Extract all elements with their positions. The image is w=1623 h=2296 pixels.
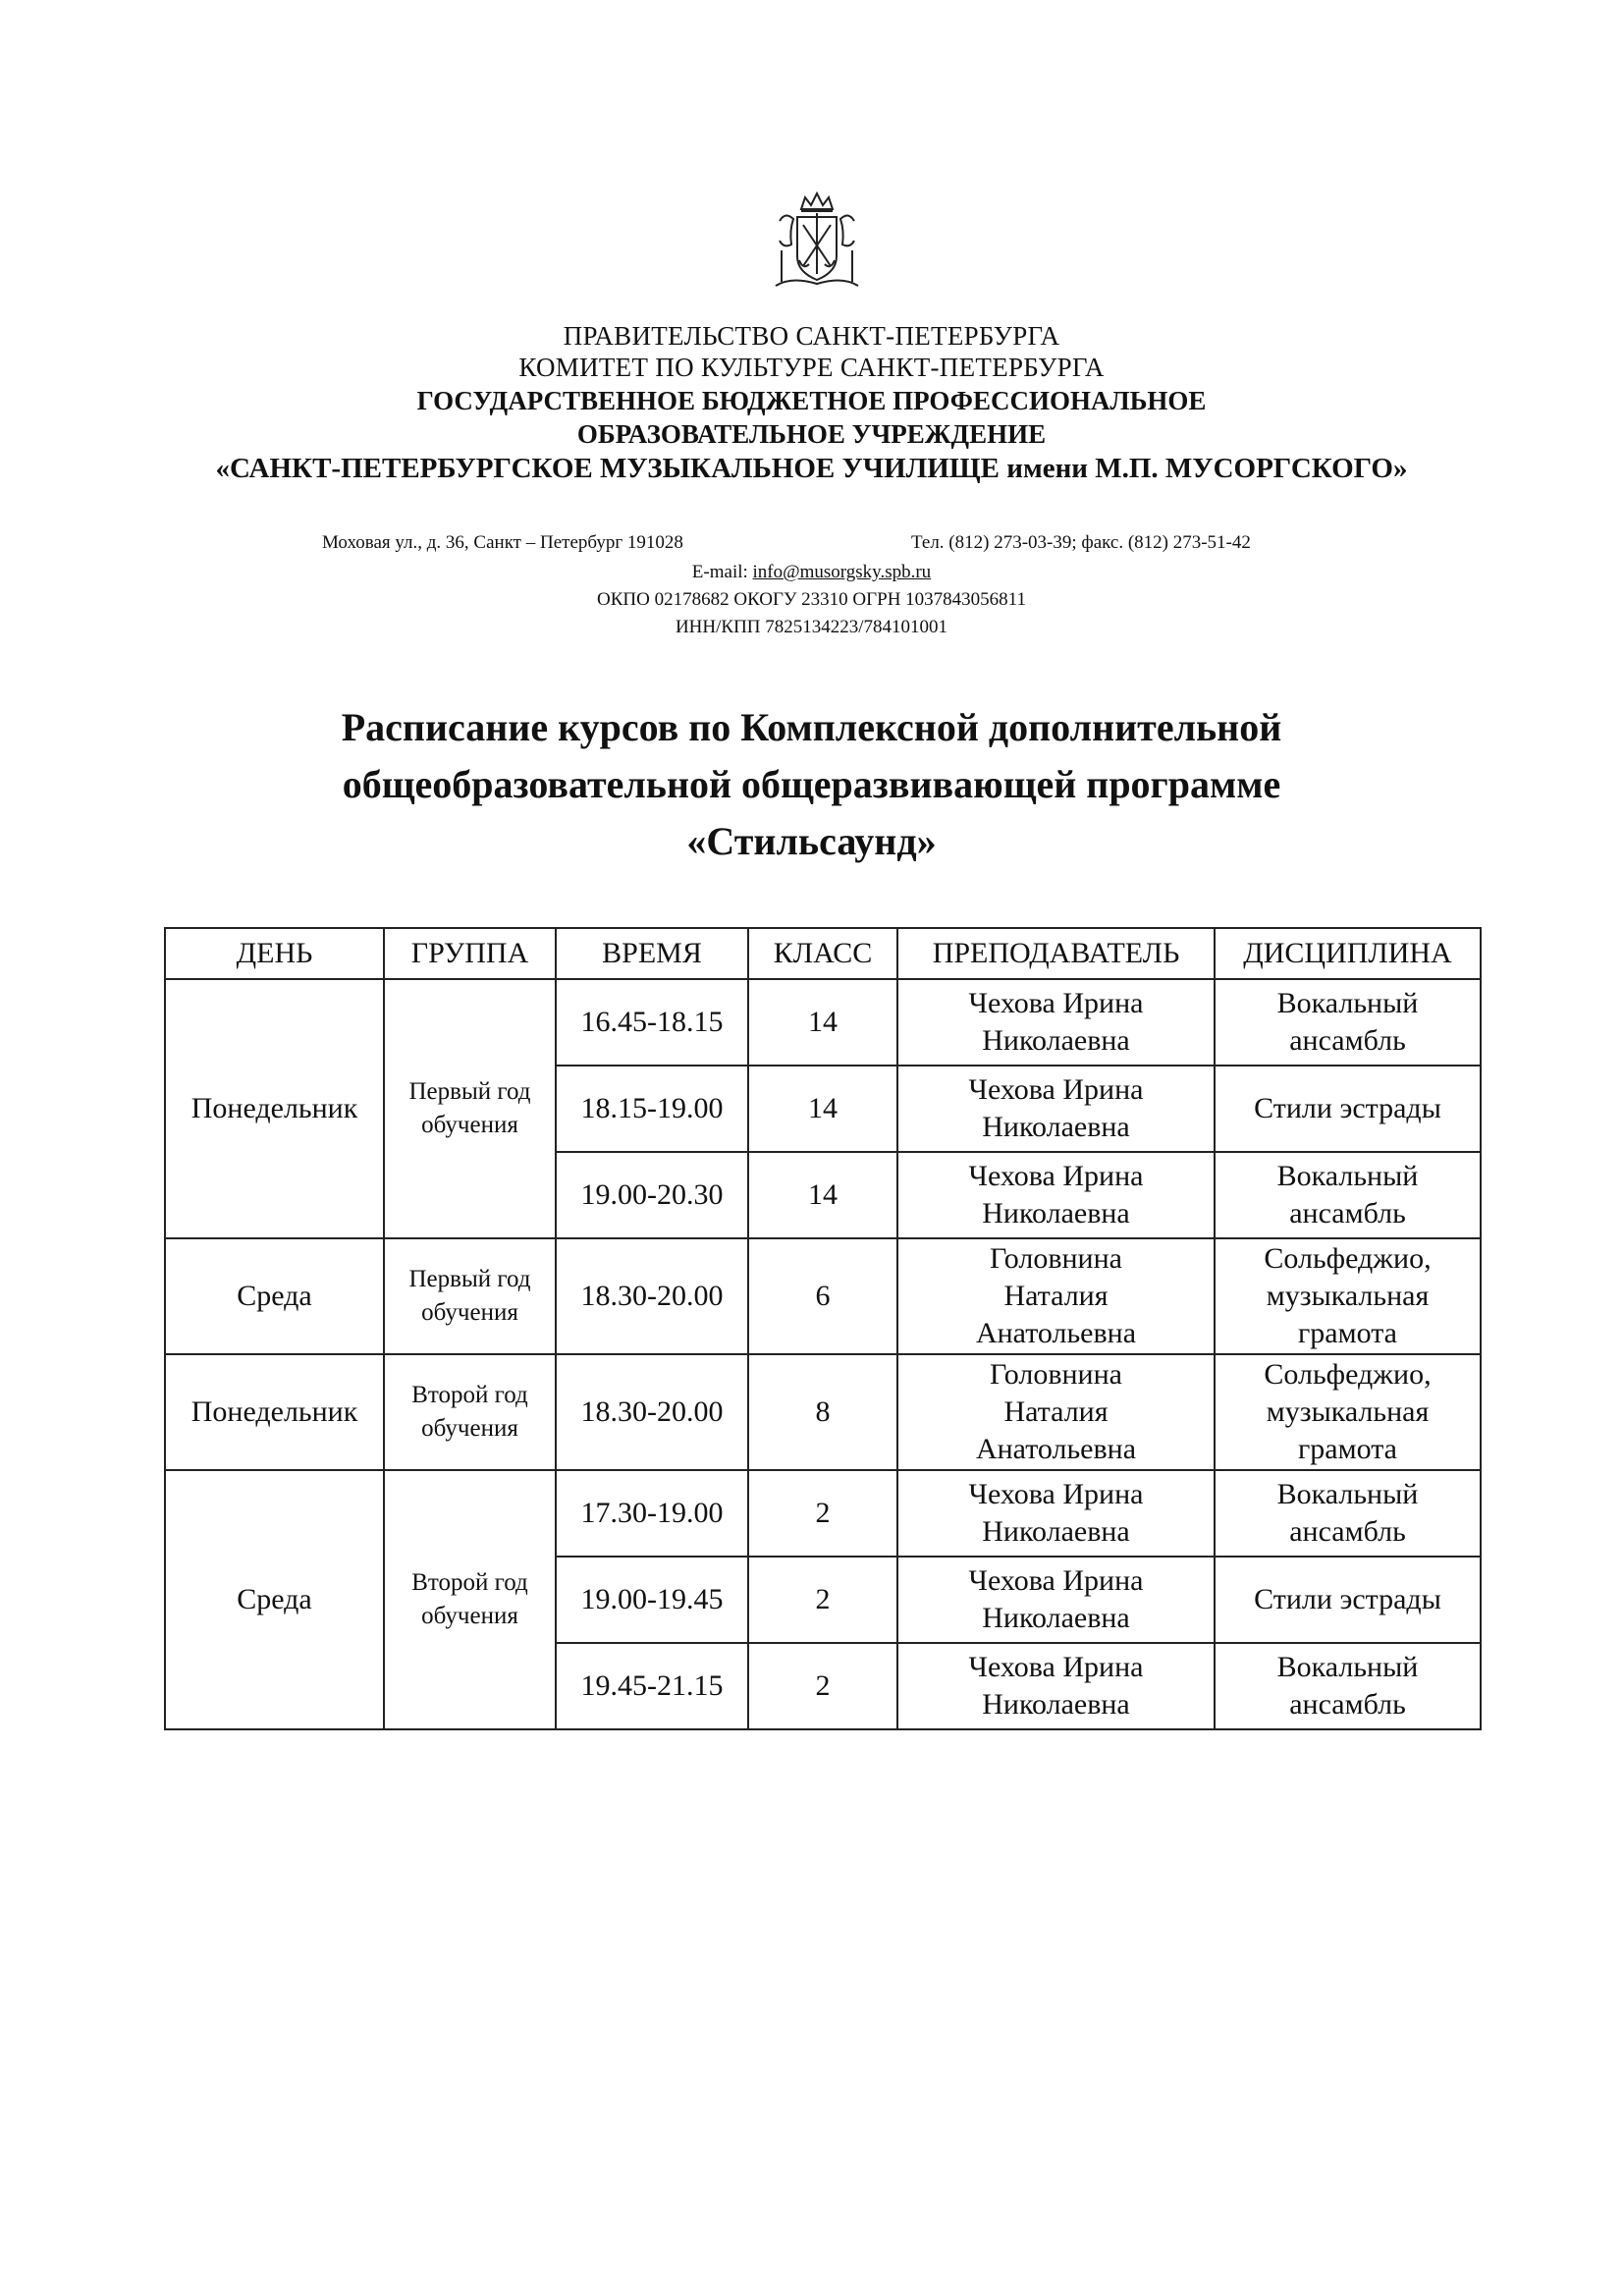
subject-text: Стили эстрады (1254, 1092, 1441, 1124)
coat-of-arms-emblem (772, 191, 862, 292)
room-cell: 14 (748, 1152, 897, 1238)
subject-text: музыкальная (1266, 1280, 1430, 1312)
inn-kpp: ИНН/КПП 7825134223/784101001 (675, 617, 948, 637)
teacher-cell (897, 1557, 1215, 1643)
title-line-2: общеобразовательной общеразвивающей программе (342, 762, 1281, 806)
subject-text: Сольфеджио, (1264, 1242, 1432, 1275)
group-text: Первый год (408, 1078, 531, 1105)
group-text: обучения (421, 1603, 518, 1629)
room-cell: 2 (748, 1470, 897, 1557)
time-cell: 18.30-20.00 (556, 1238, 748, 1354)
org-government: ПРАВИТЕЛЬСТВО САНКТ-ПЕТЕРБУРГА (563, 321, 1060, 351)
header-subject: ДИСЦИПЛИНА (1215, 928, 1481, 979)
subject-text: Вокальный (1276, 1160, 1419, 1192)
header-time: ВРЕМЯ (556, 928, 748, 979)
subject-text: ансамбль (1289, 1688, 1406, 1721)
group-text: Второй год (411, 1382, 528, 1408)
teacher-cell (897, 1238, 1215, 1354)
subject-text: грамота (1297, 1433, 1397, 1465)
subject-cell (1215, 1557, 1481, 1643)
teacher-text: Чехова Ирина (968, 1564, 1144, 1597)
time-cell: 16.45-18.15 (556, 979, 748, 1066)
group-text: обучения (421, 1299, 518, 1326)
teacher-text: Анатольевна (975, 1433, 1137, 1465)
table-row (165, 979, 1481, 1066)
subject-text: ансамбль (1289, 1515, 1406, 1548)
room-cell: 2 (748, 1643, 897, 1729)
address: Моховая ул., д. 36, Санкт – Петербург 191028 (322, 532, 683, 553)
day-cell: Среда (165, 1238, 384, 1354)
subject-text: ансамбль (1289, 1024, 1406, 1057)
room-cell: 14 (748, 979, 897, 1066)
room-cell: 6 (748, 1238, 897, 1354)
teacher-text: Николаевна (982, 1197, 1130, 1230)
time-cell: 19.45-21.15 (556, 1643, 748, 1729)
subject-text: грамота (1297, 1317, 1397, 1349)
subject-cell (1215, 1152, 1481, 1238)
group-cell (384, 1238, 556, 1354)
subject-text: ансамбль (1289, 1197, 1406, 1230)
teacher-text: Анатольевна (975, 1317, 1137, 1349)
document-title (0, 699, 1623, 870)
group-cell (384, 1470, 556, 1729)
subject-text: Сольфеджио, (1264, 1358, 1432, 1391)
title-line-3: «Стильсаунд» (686, 819, 937, 863)
group-text: Первый год (408, 1266, 531, 1292)
org-institution-type: ОБРАЗОВАТЕЛЬНОЕ УЧРЕЖДЕНИЕ (576, 419, 1047, 449)
teacher-text: Николаевна (982, 1024, 1130, 1057)
room-cell: 8 (748, 1354, 897, 1470)
time-cell: 19.00-20.30 (556, 1152, 748, 1238)
teacher-text: Николаевна (982, 1111, 1130, 1143)
subject-text: музыкальная (1266, 1395, 1430, 1428)
schedule-table (164, 927, 1482, 1730)
subject-text: Вокальный (1276, 1651, 1419, 1683)
day-cell: Понедельник (165, 1354, 384, 1470)
table-row (165, 1354, 1481, 1470)
day-cell: Среда (165, 1470, 384, 1729)
teacher-cell (897, 979, 1215, 1066)
teacher-text: Чехова Ирина (968, 987, 1144, 1019)
day-cell: Понедельник (165, 979, 384, 1238)
group-text: обучения (421, 1112, 518, 1138)
email-label: E-mail: (691, 562, 753, 582)
time-cell: 19.00-19.45 (556, 1557, 748, 1643)
group-text: обучения (421, 1415, 518, 1442)
email-link[interactable]: info@musorgsky.spb.ru (752, 562, 932, 582)
header-teacher: ПРЕПОДАВАТЕЛЬ (897, 928, 1215, 979)
subject-cell (1215, 1643, 1481, 1729)
teacher-cell (897, 1066, 1215, 1152)
table-row (165, 1238, 1481, 1354)
teacher-text: Наталия (1003, 1395, 1109, 1428)
time-cell: 17.30-19.00 (556, 1470, 748, 1557)
teacher-cell (897, 1470, 1215, 1557)
title-line-1: Расписание курсов по Комплексной дополнительной (341, 705, 1282, 749)
teacher-text: Николаевна (982, 1602, 1130, 1634)
teacher-cell (897, 1354, 1215, 1470)
teacher-text: Наталия (1003, 1280, 1109, 1312)
header-room: КЛАСС (748, 928, 897, 979)
teacher-text: Чехова Ирина (968, 1073, 1144, 1106)
subject-cell (1215, 1470, 1481, 1557)
teacher-text: Головнина (990, 1242, 1122, 1275)
subject-cell (1215, 1238, 1481, 1354)
org-name: «САНКТ-ПЕТЕРБУРГСКОЕ МУЗЫКАЛЬНОЕ УЧИЛИЩЕ имени М.П. МУСОРГСКОГО» (215, 453, 1408, 484)
subject-text: Вокальный (1276, 987, 1419, 1019)
teacher-text: Чехова Ирина (968, 1478, 1144, 1510)
phone-fax: Тел. (812) 273-03-39; факс. (812) 273-51-42 (911, 532, 1251, 553)
org-committee: КОМИТЕТ ПО КУЛЬТУРЕ САНКТ-ПЕТЕРБУРГА (518, 353, 1105, 382)
time-cell: 18.15-19.00 (556, 1066, 748, 1152)
org-type: ГОСУДАРСТВЕННОЕ БЮДЖЕТНОЕ ПРОФЕССИОНАЛЬНОЕ (416, 386, 1207, 415)
room-cell: 2 (748, 1557, 897, 1643)
subject-cell (1215, 1354, 1481, 1470)
time-cell: 18.30-20.00 (556, 1354, 748, 1470)
table-header-row (165, 928, 1481, 979)
teacher-text: Головнина (990, 1358, 1122, 1391)
teacher-text: Николаевна (982, 1515, 1130, 1548)
email-line (0, 560, 1623, 585)
address-row (322, 532, 1314, 558)
group-cell (384, 1354, 556, 1470)
subject-text: Вокальный (1276, 1478, 1419, 1510)
group-cell (384, 979, 556, 1238)
header-day: ДЕНЬ (165, 928, 384, 979)
header-group: ГРУППА (384, 928, 556, 979)
group-text: Второй год (411, 1569, 528, 1596)
room-cell: 14 (748, 1066, 897, 1152)
registration-codes: ОКПО 02178682 ОКОГУ 23310 ОГРН 1037843056811 (597, 589, 1026, 610)
subject-cell (1215, 1066, 1481, 1152)
teacher-text: Чехова Ирина (968, 1160, 1144, 1192)
teacher-cell (897, 1152, 1215, 1238)
subject-cell (1215, 979, 1481, 1066)
teacher-cell (897, 1643, 1215, 1729)
teacher-text: Николаевна (982, 1688, 1130, 1721)
teacher-text: Чехова Ирина (968, 1651, 1144, 1683)
subject-text: Стили эстрады (1254, 1583, 1441, 1615)
table-row (165, 1470, 1481, 1557)
